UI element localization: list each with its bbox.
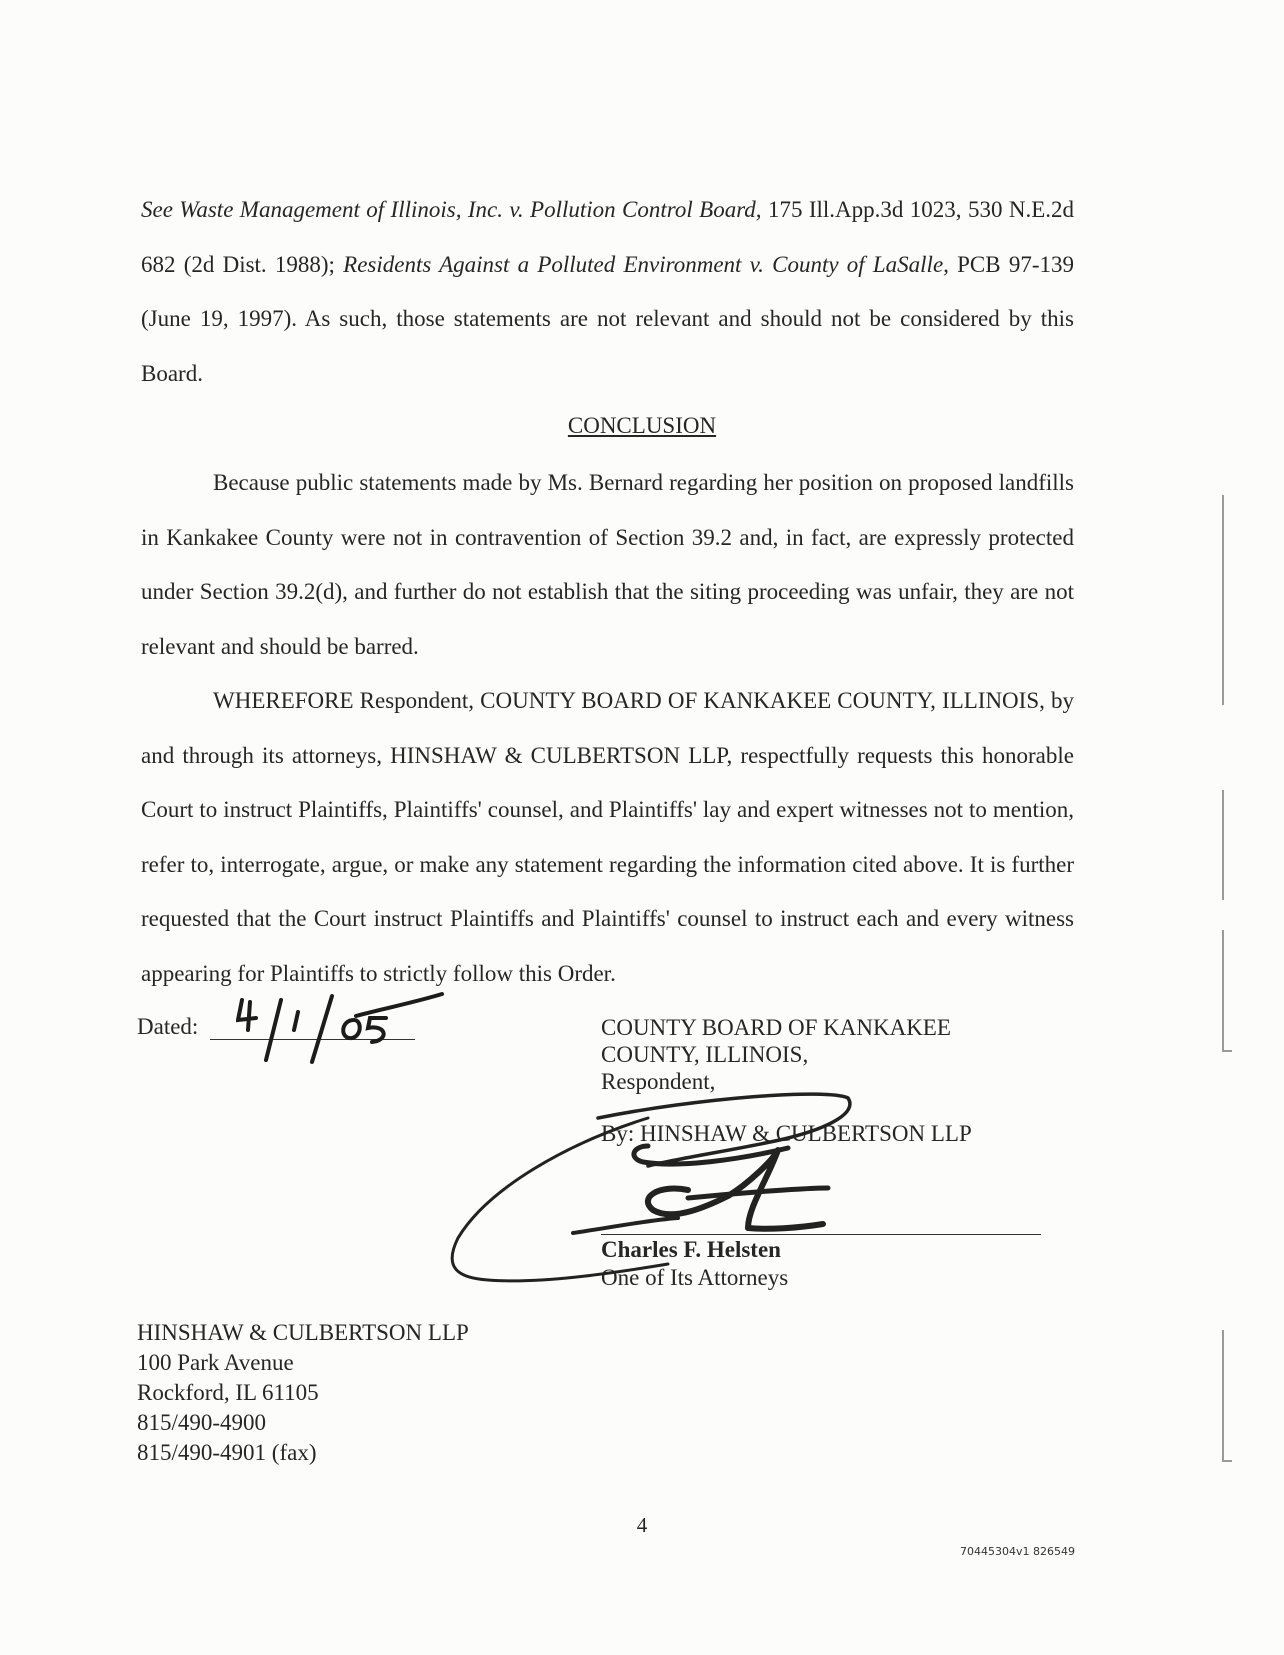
paragraph-citations-tail: PCB 97-139 (June 19, 1997). As such, those statements are not relevant and should not be considered by this Board. [141,251,1074,386]
respondent-block [601,1014,951,1095]
firm-street: 100 Park Avenue [137,1350,294,1375]
scan-artifact [1222,1330,1224,1462]
firm-name: HINSHAW & CULBERTSON LLP [137,1320,469,1345]
scan-artifact [1222,930,1224,1052]
respondent-line-2: COUNTY, ILLINOIS, [601,1042,809,1067]
scan-artifact [1222,1050,1232,1052]
firm-fax: 815/490-4901 (fax) [137,1440,317,1465]
page-number: 4 [636,1513,648,1537]
firm-address-block [137,1318,469,1468]
firm-phone: 815/490-4900 [137,1410,267,1435]
document-id: 70445304v1 826549 [960,1545,1075,1558]
paragraph-wherefore [141,674,1074,1001]
attorney-role: One of Its Attorneys [601,1265,789,1290]
paragraph-citations [141,183,1074,401]
scan-artifact [1222,790,1224,900]
citation-case-1: See Waste Management of Illinois, Inc. v. Pollution Control Board, [141,197,762,222]
respondent-line-1: COUNTY BOARD OF KANKAKEE [601,1015,951,1040]
firm-city: Rockford, IL 61105 [137,1380,319,1405]
paragraph-wherefore-text: WHEREFORE Respondent, COUNTY BOARD OF KANKAKEE COUNTY, ILLINOIS, by and through its attorneys, HINSHAW & CULBERTSON LLP, respectfully requests this honorable Court to instruct Plaintiffs, Plaintiffs' counsel, and Plaintiffs' lay and expert witnesses not to mention, refer to, interrogate, argue, or make any statement regarding the information cited above. It is further requested that the Court instruct Plaintiffs and Plaintiffs' counsel to instruct each and every witness appearing for Plaintiffs to strictly follow this Order. [141,688,1074,986]
section-heading-conclusion: CONCLUSION [567,413,717,438]
by-firm-line: By: HINSHAW & CULBERTSON LLP [601,1121,972,1146]
citation-case-2: Residents Against a Polluted Environment v. County of LaSalle, [343,251,949,277]
dated-label: Dated: [137,1014,199,1039]
paragraph-conclusion [141,456,1074,674]
handwritten-signature [448,1088,888,1318]
scan-artifact [1222,1460,1232,1462]
scan-artifact [1222,495,1224,705]
paragraph-conclusion-text: Because public statements made by Ms. Bernard regarding her position on proposed landfills in Kankakee County were not in contravention of Section 39.2 and, in fact, are expressly protected under Section 39.2(d), and further do not establish that the siting proceeding was unfair, they are not relevant and should be barred. [141,470,1074,659]
attorney-name: Charles F. Helsten [601,1237,781,1262]
respondent-line-3: Respondent, [601,1069,716,1094]
handwritten-date [236,990,446,1070]
citation-reporter-1: 175 Ill.App.3d 1023, 530 N.E.2d 682 (2d Dist. 1988); [141,197,1074,277]
